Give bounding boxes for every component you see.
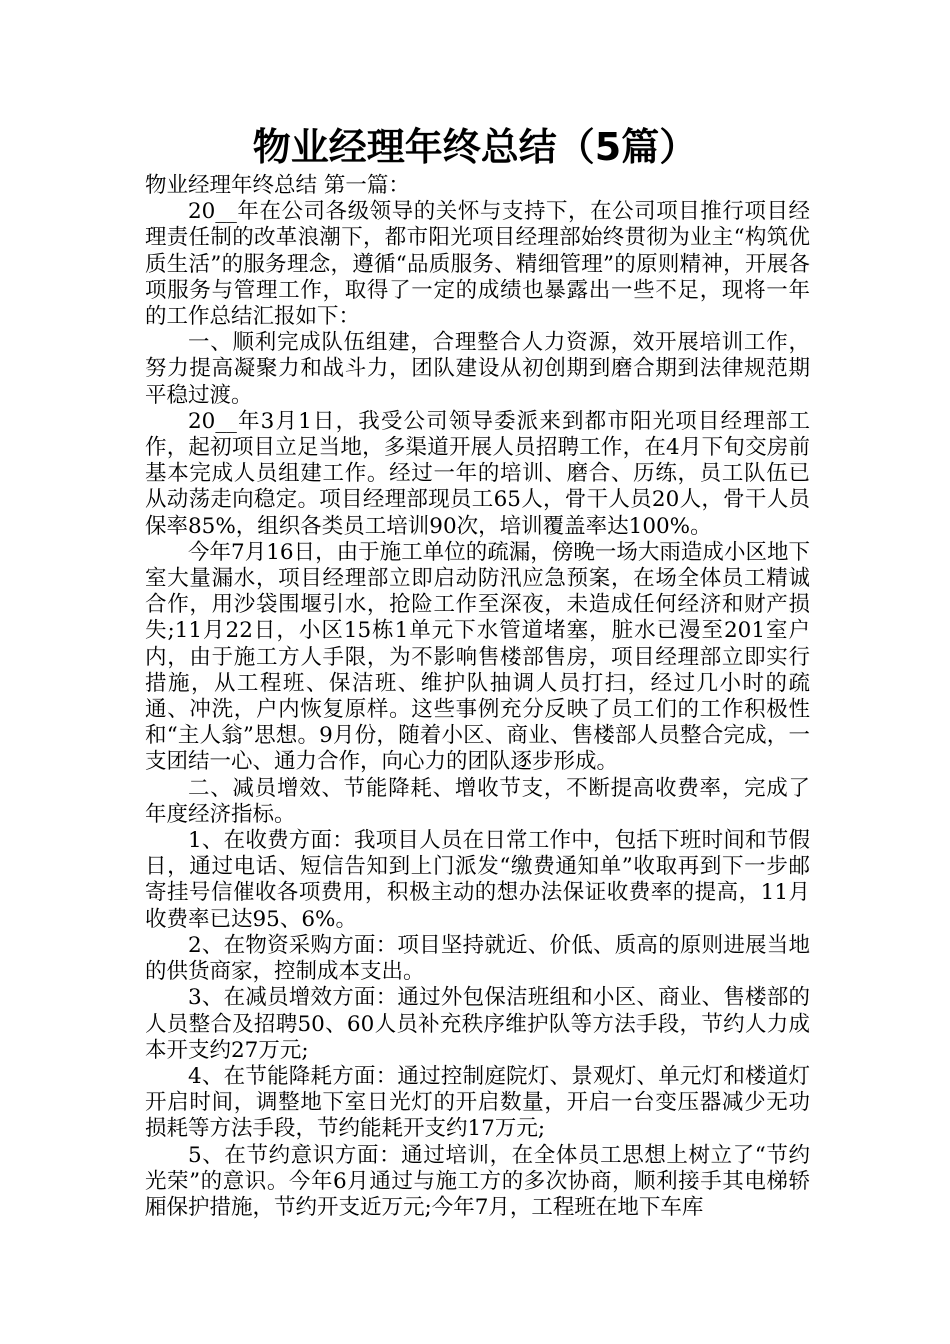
paragraph-economy-heading: 二、减员增效、节能降耗、增收节支，不断提高收费率，完成了年度经济指标。 [145,775,810,827]
paragraph-team-heading: 一、顺利完成队伍组建，合理整合人力资源，效开展培训工作，努力提高凝聚力和战斗力，团队建设从初创期到磨合期到法律规范期平稳过渡。 [145,330,810,408]
paragraph-incidents: 今年7月16日，由于施工单位的疏漏，傍晚一场大雨造成小区地下室大量漏水，项目经理部立即启动防汛应急预案，在场全体员工精诚合作，用沙袋围堰引水，抢险工作至深夜，未造成任何经济和财产损失;11月22日，小区15栋1单元下水管道堵塞，脏水已漫至201室户内，由于施工方人手限，为不影响售楼部售房，项目经理部立即实行措施，从工程班、保洁班、维护队抽调人员打扫，经过几小时的疏通、冲洗，户内恢复原样。这些事例充分反映了员工们的工作积极性和“主人翁”思想。9月份，随着小区、商业、售楼部人员整合完成，一支团结一心、通力合作，向心力的团队逐步形成。 [145,539,810,775]
paragraph-procurement: 2、在物资采购方面：项目坚持就近、价低、质高的原则进展当地的供货商家，控制成本支出。 [145,932,810,985]
paragraph-team-building: 20__年3月1日，我受公司领导委派来到都市阳光项目经理部工作，起初项目立足当地，多渠道开展人员招聘工作，在4月下旬交房前基本完成人员组建工作。经过一年的培训、磨合、历练，员工队伍已从动荡走向稳定。项目经理部现员工65人，骨干人员20人，骨干人员保率85%，组织各类员工培训90次，培训覆盖率达100%。 [145,408,811,539]
paragraph-intro: 20__年在公司各级领导的关怀与支持下，在公司项目推行项目经理责任制的改革浪潮下，都市阳光项目经理部始终贯彻为业主“构筑优质生活”的服务理念，遵循“品质服务、精细管理”的原则精神，开展各项服务与管理工作，取得了一定的成绩也暴露出一些不足，现将一年的工作总结汇报如下： [145,199,810,330]
document-title: 物业经理年终总结（5篇） [252,125,698,169]
paragraph-saving-awareness: 5、在节约意识方面：通过培训，在全体员工思想上树立了“节约光荣”的意识。今年6月通过与施工方的多次协商，顺利接手其电梯轿厢保护措施，节约开支近万元;今年7月，工程班在地下车库 [145,1142,810,1220]
document-body [145,173,810,1221]
section-heading: 物业经理年终总结 第一篇： [145,173,410,198]
paragraph-energy-saving: 4、在节能降耗方面：通过控制庭院灯、景观灯、单元灯和楼道灯开启时间，调整地下室日光灯的开启数量，开启一台变压器减少无功损耗等方法手段，节约能耗开支约17万元; [145,1063,810,1142]
paragraph-staff-efficiency: 3、在减员增效方面：通过外包保洁班组和小区、商业、售楼部的人员整合及招聘50、60人员补充秩序维护队等方法手段，节约人力成本开支约27万元; [145,985,810,1063]
paragraph-fee-collection: 1、在收费方面：我项目人员在日常工作中，包括下班时间和节假日，通过电话、短信告知到上门派发“缴费通知单”收取再到下一步邮寄挂号信催收各项费用，积极主动的想办法保证收费率的提高，11月收费率已达95、6%。 [145,828,810,932]
